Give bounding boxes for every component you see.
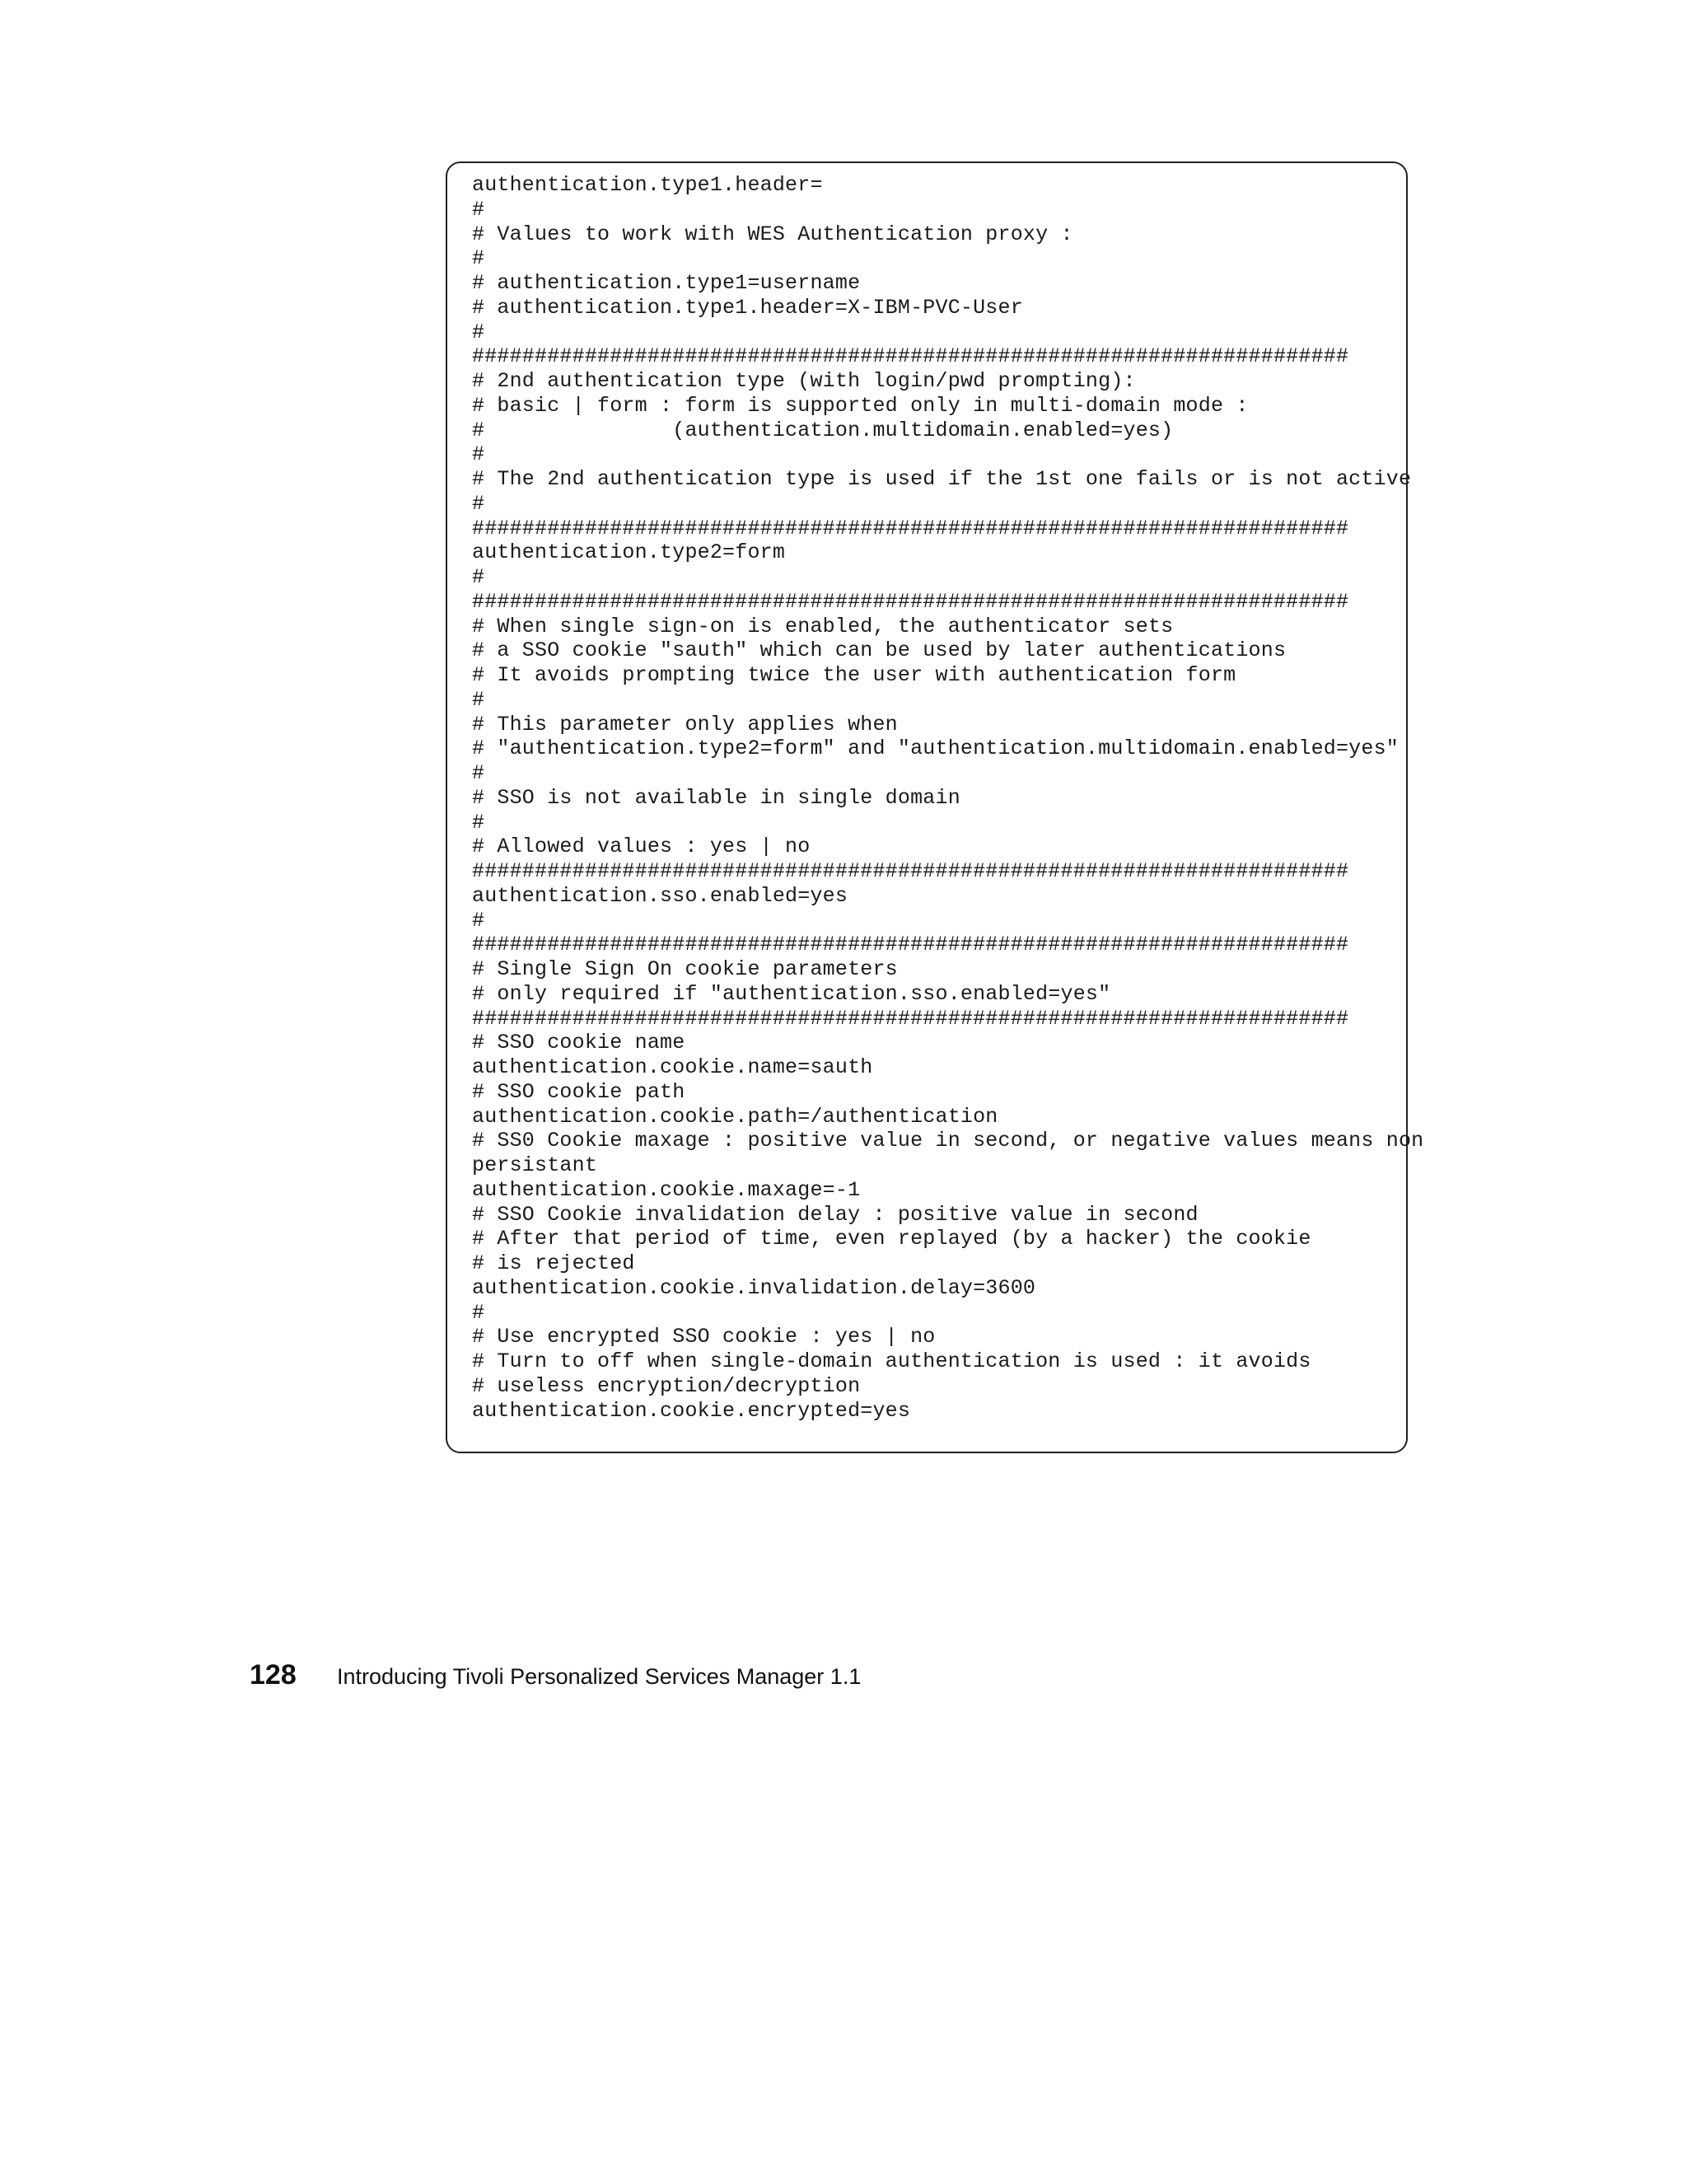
code-line: # SSO cookie name	[472, 1031, 685, 1055]
code-line: # only required if "authentication.sso.enabled=yes"	[472, 981, 1111, 1006]
code-line: #	[472, 761, 485, 785]
code-line: # SSO cookie path	[472, 1079, 685, 1104]
code-line: ######################################################################	[472, 589, 1349, 614]
code-line: # is rejected	[472, 1251, 635, 1275]
code-line: # The 2nd authentication type is used if the 1st one fails or is not active	[472, 467, 1412, 491]
code-line: #	[472, 565, 485, 589]
code-line: #	[472, 442, 485, 467]
code-line: # Single Sign On cookie parameters	[472, 957, 898, 981]
code-line: authentication.cookie.path=/authentication	[472, 1104, 998, 1129]
code-line: # useless encryption/decryption	[472, 1373, 861, 1398]
page-footer	[250, 1659, 861, 1692]
code-listing	[472, 173, 1423, 1423]
code-line: ######################################################################	[472, 516, 1349, 540]
code-line: # (authentication.multidomain.enabled=yes)	[472, 418, 1174, 442]
code-line: #	[472, 908, 485, 933]
code-line: ######################################################################	[472, 933, 1349, 957]
code-line: #	[472, 320, 485, 344]
code-line: # This parameter only applies when	[472, 712, 898, 737]
code-line: # SSO Cookie invalidation delay : positive value in second	[472, 1202, 1199, 1227]
code-line: #	[472, 1300, 485, 1325]
code-line: # Use encrypted SSO cookie : yes | no	[472, 1325, 936, 1349]
code-line: authentication.cookie.maxage=-1	[472, 1177, 861, 1202]
code-line: # Turn to off when single-domain authentication is used : it avoids	[472, 1349, 1311, 1373]
page-number: 128	[250, 1659, 297, 1691]
code-line: # It avoids prompting twice the user with authentication form	[472, 663, 1236, 687]
code-line: # authentication.type1=username	[472, 271, 861, 295]
code-line: ######################################################################	[472, 859, 1349, 883]
book-title: Introducing Tivoli Personalized Services Manager 1.1	[337, 1664, 862, 1689]
code-line: # SS0 Cookie maxage : positive value in second, or negative values means non	[472, 1129, 1424, 1153]
code-line: authentication.cookie.invalidation.delay=3600	[472, 1275, 1036, 1300]
code-line: #	[472, 491, 485, 516]
code-line: # basic | form : form is supported only in multi-domain mode :	[472, 393, 1249, 418]
code-line: authentication.type2=form	[472, 540, 786, 565]
code-listing-box	[446, 161, 1424, 1453]
code-line: authentication.sso.enabled=yes	[472, 883, 848, 908]
code-line: # authentication.type1.header=X-IBM-PVC-User	[472, 295, 1023, 320]
code-line: #	[472, 810, 485, 835]
code-line: persistant	[472, 1153, 598, 1177]
code-line: #	[472, 246, 485, 271]
code-line: ######################################################################	[472, 1006, 1349, 1031]
code-line: authentication.type1.header=	[472, 173, 823, 197]
code-line: # 2nd authentication type (with login/pwd prompting):	[472, 369, 1136, 393]
code-line: #	[472, 197, 485, 222]
code-line: #	[472, 687, 485, 712]
code-line: # a SSO cookie "sauth" which can be used by later authentications	[472, 638, 1287, 663]
code-line: authentication.cookie.name=sauth	[472, 1055, 873, 1079]
code-line: ######################################################################	[472, 344, 1349, 369]
code-line: authentication.cookie.encrypted=yes	[472, 1398, 911, 1423]
code-line: # When single sign-on is enabled, the authenticator sets	[472, 614, 1174, 638]
code-line: # After that period of time, even replayed (by a hacker) the cookie	[472, 1227, 1311, 1251]
code-line: # Values to work with WES Authentication proxy :	[472, 222, 1073, 246]
code-line: # "authentication.type2=form" and "authentication.multidomain.enabled=yes"	[472, 737, 1399, 761]
code-line: # Allowed values : yes | no	[472, 835, 811, 859]
code-line: # SSO is not available in single domain	[472, 785, 960, 810]
